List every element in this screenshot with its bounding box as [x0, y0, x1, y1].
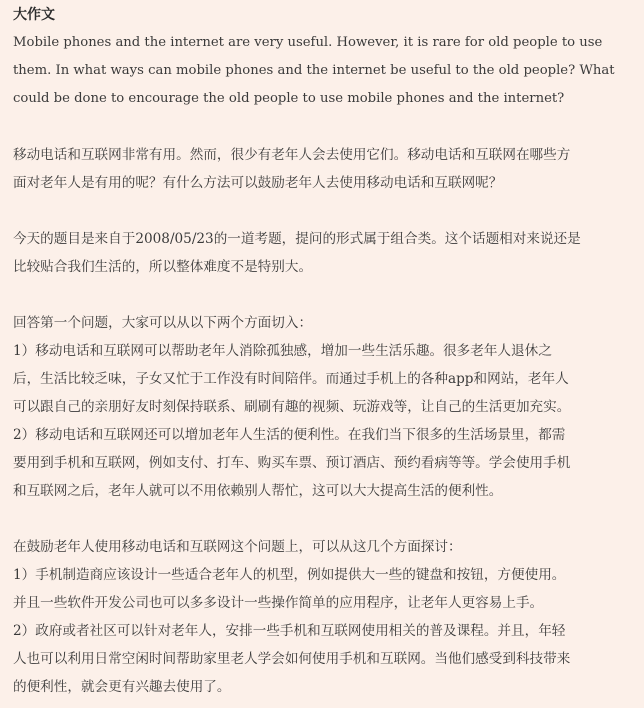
section2-line: 并且一些软件开发公司也可以多多设计一些操作简单的应用程序，让老年人更容易上手。: [13, 595, 544, 611]
section1-line: 1）移动电话和互联网可以帮助老年人消除孤独感，增加一些生活乐趣。很多老年人退休之: [13, 343, 552, 359]
section2-line: 2）政府或者社区可以针对老年人，安排一些手机和互联网使用相关的普及课程。并且，年轻: [13, 623, 566, 639]
section2-line: 的便利性，就会更有兴趣去使用了。: [13, 679, 231, 695]
intro-line: 比较贴合我们生活的，所以整体难度不是特别大。: [13, 259, 313, 275]
section1-line: 可以跟自己的亲朋好友时刻保持联系、刷刷有趣的视频、玩游戏等，让自己的生活更加充实。: [13, 399, 571, 415]
paragraph-gap: [13, 197, 632, 225]
intro-paragraph: [13, 225, 632, 281]
paragraph-gap: [13, 505, 632, 533]
section1-line: 后，生活比较乏味，子女又忙于工作没有时间陪伴。而通过手机上的各种app和网站，老年人: [13, 371, 569, 387]
section1-line: 要用到手机和互联网，例如支付、打车、购买车票、预订酒店、预约看病等等。学会使用手机: [13, 455, 571, 471]
english-question: [13, 29, 632, 113]
section1-line: 2）移动电话和互联网还可以增加老年人生活的便利性。在我们当下很多的生活场景里，都需: [13, 427, 566, 443]
translation-line: 面对老年人是有用的呢？有什么方法可以鼓励老年人去使用移动电话和互联网呢？: [13, 175, 503, 191]
section2-line: 1）手机制造商应该设计一些适合老年人的机型，例如提供大一些的键盘和按钮，方便使用。: [13, 567, 566, 583]
english-line: Mobile phones and the internet are very useful. However, it is rare for old people to use: [13, 35, 603, 50]
english-line: them. In what ways can mobile phones and the internet be useful to the old people? What: [13, 63, 615, 78]
section-second-question: [13, 533, 632, 701]
section2-line: 在鼓励老年人使用移动电话和互联网这个问题上，可以从这几个方面探讨：: [13, 539, 462, 555]
paragraph-gap: [13, 281, 632, 309]
section2-line: 人也可以利用日常空闲时间帮助家里老人学会如何使用手机和互联网。当他们感受到科技带来: [13, 651, 571, 667]
section-first-question: [13, 309, 632, 505]
translation-line: 移动电话和互联网非常有用。然而，很少有老年人会去使用它们。移动电话和互联网在哪些方: [13, 147, 571, 163]
paragraph-gap: [13, 113, 632, 141]
section1-line: 和互联网之后，老年人就可以不用依赖别人帮忙，这可以大大提高生活的便利性。: [13, 483, 503, 499]
intro-line: 今天的题目是来自于2008/05/23的一道考题，提问的形式属于组合类。这个话题相对来说还是: [13, 231, 581, 247]
english-line: could be done to encourage the old people to use mobile phones and the internet?: [13, 91, 565, 106]
chinese-translation: [13, 141, 632, 197]
article-title: 大作文: [13, 7, 55, 23]
section1-line: 回答第一个问题，大家可以从以下两个方面切入：: [13, 315, 313, 331]
